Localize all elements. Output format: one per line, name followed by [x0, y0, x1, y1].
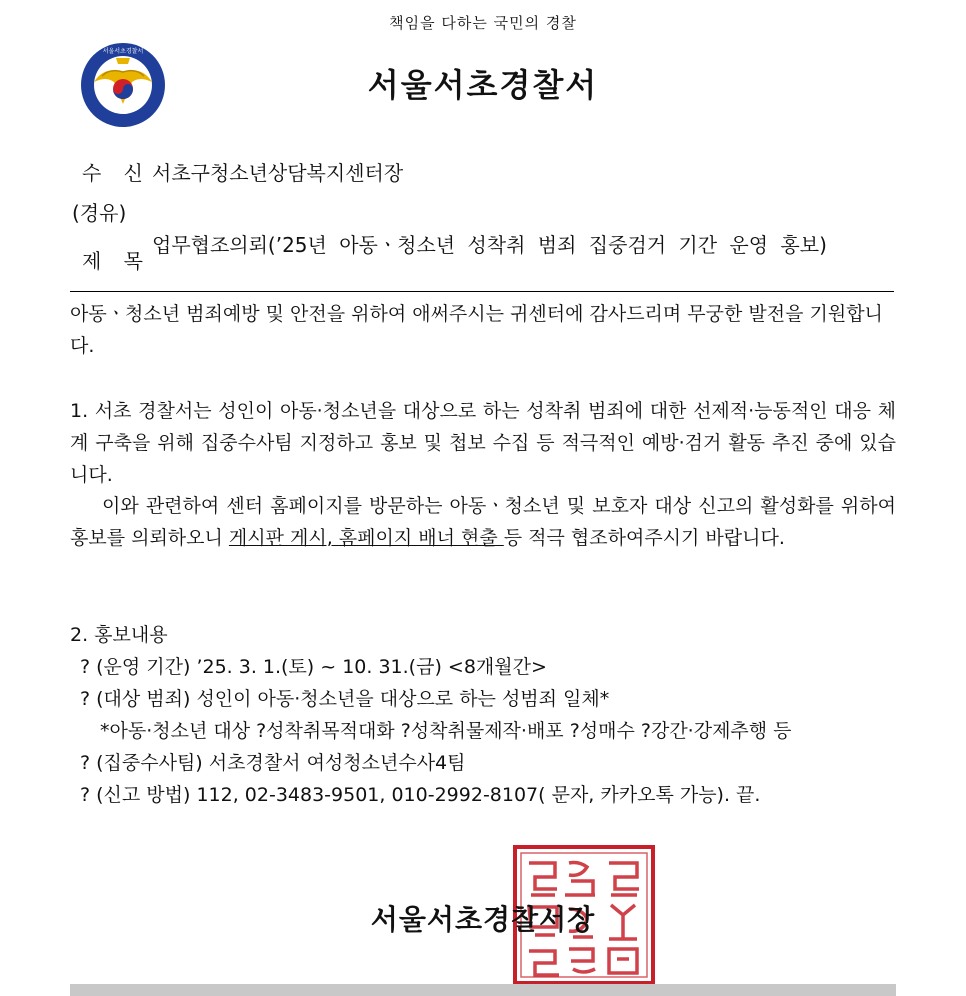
greeting-paragraph: 아동ㆍ청소년 범죄예방 및 안전을 위하여 애써주시는 귀센터에 감사드리며 무궁한 발전을 기원합니다. [70, 303, 883, 357]
slogan: 책임을 다하는 국민의 경찰 [389, 14, 577, 32]
via-label: (경유) [72, 201, 127, 225]
org-title: 서울서초경찰서 [367, 66, 599, 104]
bullet-period: ? (운영 기간) ’25. 3. 1.(토) ~ 10. 31.(금) <8개월간> [80, 656, 547, 678]
bullet-target-note: *아동·청소년 대상 ?성착취목적대화 ?성착취물제작·배포 ?성매수 ?강간·강제추행 등 [100, 720, 792, 742]
subject-value: 업무협조의뢰(’25년 아동ㆍ청소년 성착취 범죄 집중검거 기간 운영 홍보) [152, 233, 827, 257]
item1-request-paragraph [70, 490, 896, 554]
request-text-end: 등 적극 협조하여주시기 바랍니다. [503, 527, 785, 549]
emblem-top-text: 서울서초경찰서 [102, 48, 144, 55]
recipient-value: 서초구청소년상담복지센터장 [152, 161, 404, 185]
bullet-target: ? (대상 범죄) 성인이 아동·청소년을 대상으로 하는 성범죄 일체* [80, 688, 610, 710]
recipient-label: 수 신 [82, 161, 151, 185]
signer-name: 서울서초경찰서장 [370, 903, 596, 936]
item2-heading: 2. 홍보내용 [70, 624, 168, 646]
footer-bar [70, 984, 896, 996]
request-text: 이와 관련하여 센터 홈페이지를 방문하는 아동ㆍ청소년 및 보호자 대상 신고의 활성화를 위하여 홍보를 의뢰하오니 [70, 495, 896, 549]
header-divider [70, 291, 894, 292]
bullet-report: ? (신고 방법) 112, 02-3483-9501, 010-2992-8107( 문자, 카카오톡 가능). 끝. [80, 784, 761, 806]
item1-paragraph: 1. 서초 경찰서는 성인이 아동·청소년을 대상으로 하는 성착취 범죄에 대한 선제적·능동적인 대응 체계 구축을 위해 집중수사팀 지정하고 홍보 및 첩보 수집 등 적극적인 예방·검거 활동 추진 중에 있습니다. [70, 400, 896, 486]
request-underlined-text: 게시판 게시, 홈페이지 배너 현출 [228, 527, 504, 549]
subject-label: 제 목 [82, 249, 151, 273]
bullet-team: ? (집중수사팀) 서초경찰서 여성청소년수사4팀 [80, 752, 466, 774]
